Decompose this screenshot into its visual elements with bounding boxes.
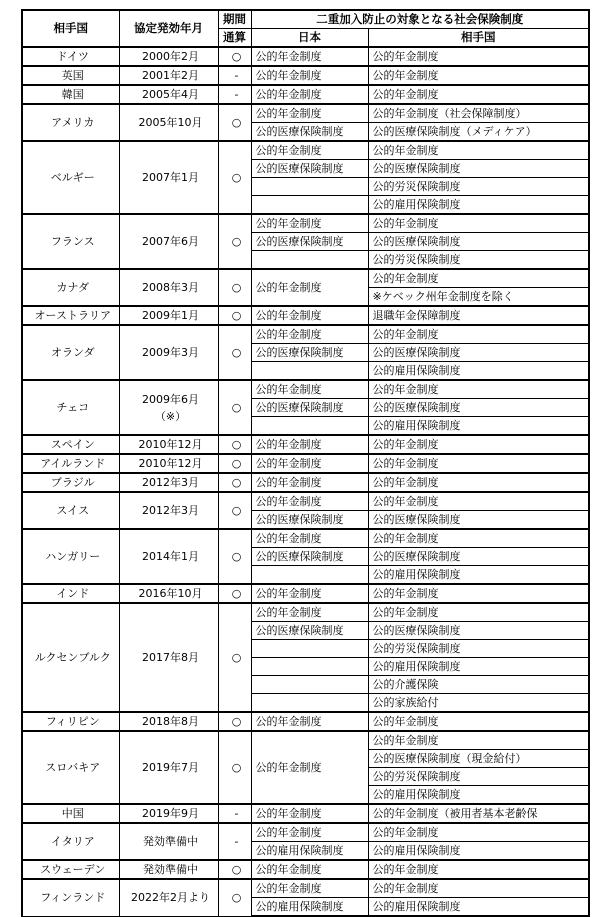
japan-scheme-cell — [251, 658, 368, 676]
table-row — [22, 823, 589, 842]
japan-scheme-cell: 公的雇用保険制度 — [251, 898, 368, 917]
effective-date-text: 2019年9月 — [142, 807, 199, 820]
partner-scheme-cell: ※ケベック州年金制度を除く — [368, 288, 589, 307]
japan-scheme-cell: 公的年金制度 — [251, 584, 368, 603]
period-totalization-cell: ○ — [218, 603, 251, 712]
effective-date-cell — [119, 306, 218, 325]
effective-date-text: 2014年1月 — [142, 550, 199, 563]
partner-scheme-cell: 公的医療保険制度 — [368, 344, 589, 362]
effective-date-cell — [119, 584, 218, 603]
japan-scheme-cell: 公的医療保険制度 — [251, 160, 368, 178]
country-cell: フィンランド — [22, 879, 119, 916]
partner-scheme-cell: 公的年金制度 — [368, 380, 589, 399]
table-row — [22, 435, 589, 454]
country-cell: チェコ — [22, 380, 119, 435]
country-cell: フィリピン — [22, 712, 119, 731]
partner-scheme-cell: 公的医療保険制度（現金給付） — [368, 750, 589, 768]
japan-scheme-cell: 公的年金制度 — [251, 603, 368, 622]
effective-date-cell — [119, 473, 218, 492]
effective-date-cell — [119, 104, 218, 141]
table-row — [22, 492, 589, 511]
partner-scheme-cell: 公的医療保険制度（メディケア） — [368, 123, 589, 142]
effective-date-cell — [119, 325, 218, 380]
country-cell: インド — [22, 584, 119, 603]
table-row — [22, 141, 589, 160]
period-totalization-cell: ○ — [218, 435, 251, 454]
japan-scheme-cell: 公的年金制度 — [251, 380, 368, 399]
period-totalization-cell: ○ — [218, 325, 251, 380]
partner-scheme-cell: 公的雇用保険制度 — [368, 898, 589, 917]
partner-scheme-cell: 公的医療保険制度 — [368, 511, 589, 530]
header-period-totalization: 通算 — [218, 29, 251, 48]
effective-date-text: 2012年3月 — [142, 504, 199, 517]
partner-scheme-cell: 公的雇用保険制度 — [368, 658, 589, 676]
japan-scheme-cell: 公的年金制度 — [251, 214, 368, 233]
header-partner: 相手国 — [368, 29, 589, 48]
table-row — [22, 66, 589, 85]
effective-date-cell — [119, 141, 218, 214]
partner-scheme-cell: 公的年金制度 — [368, 269, 589, 288]
effective-date-cell — [119, 804, 218, 823]
japan-scheme-cell: 公的医療保険制度 — [251, 233, 368, 251]
country-cell: ドイツ — [22, 47, 119, 66]
table-row — [22, 85, 589, 104]
period-totalization-cell: ○ — [218, 214, 251, 269]
partner-scheme-cell: 公的年金制度 — [368, 47, 589, 66]
table-row — [22, 879, 589, 898]
header-row-1 — [22, 10, 589, 29]
table-row — [22, 529, 589, 548]
period-totalization-cell: ○ — [218, 584, 251, 603]
japan-scheme-cell: 公的年金制度 — [251, 306, 368, 325]
table-body — [22, 47, 589, 916]
table-row — [22, 306, 589, 325]
partner-scheme-cell: 公的労災保険制度 — [368, 251, 589, 270]
japan-scheme-cell: 公的年金制度 — [251, 269, 368, 306]
period-totalization-cell: ○ — [218, 104, 251, 141]
period-totalization-cell: - — [218, 823, 251, 860]
period-totalization-cell: - — [218, 804, 251, 823]
table-row — [22, 860, 589, 879]
effective-date-text: 2007年1月 — [142, 171, 199, 184]
effective-date-cell — [119, 47, 218, 66]
japan-scheme-cell: 公的医療保険制度 — [251, 548, 368, 566]
japan-scheme-cell: 公的年金制度 — [251, 473, 368, 492]
japan-scheme-cell: 公的年金制度 — [251, 860, 368, 879]
japan-scheme-cell: 公的年金制度 — [251, 731, 368, 804]
japan-scheme-cell — [251, 178, 368, 196]
country-cell: 英国 — [22, 66, 119, 85]
country-cell: 中国 — [22, 804, 119, 823]
effective-date-text: 2017年8月 — [142, 651, 199, 664]
partner-scheme-cell: 公的年金制度 — [368, 879, 589, 898]
effective-date-cell — [119, 879, 218, 916]
effective-date-text: 2022年2月より — [131, 891, 210, 905]
japan-scheme-cell: 公的年金制度 — [251, 529, 368, 548]
period-totalization-cell: ○ — [218, 47, 251, 66]
table-row — [22, 804, 589, 823]
effective-date-text: 2018年8月 — [142, 715, 199, 728]
table-row — [22, 712, 589, 731]
partner-scheme-cell: 公的年金制度（被用者基本老齢保 — [368, 804, 589, 823]
table-row — [22, 473, 589, 492]
effective-date-text: 2019年7月 — [142, 761, 199, 774]
table-row — [22, 584, 589, 603]
country-cell: カナダ — [22, 269, 119, 306]
period-totalization-cell: ○ — [218, 454, 251, 473]
effective-date-cell — [119, 529, 218, 584]
header-period: 期間 — [218, 10, 251, 29]
partner-scheme-cell: 公的年金制度 — [368, 454, 589, 473]
effective-date-text: 発効準備中 — [143, 835, 198, 848]
table-row — [22, 454, 589, 473]
japan-scheme-cell: 公的医療保険制度 — [251, 123, 368, 142]
country-cell: ルクセンブルク — [22, 603, 119, 712]
japan-scheme-cell: 公的医療保険制度 — [251, 399, 368, 417]
japan-scheme-cell: 公的年金制度 — [251, 435, 368, 454]
partner-scheme-cell: 公的家族給付 — [368, 694, 589, 713]
japan-scheme-cell: 公的年金制度 — [251, 804, 368, 823]
table-row — [22, 380, 589, 399]
japan-scheme-cell — [251, 251, 368, 270]
partner-scheme-cell: 退職年金保障制度 — [368, 306, 589, 325]
partner-scheme-cell: 公的医療保険制度 — [368, 399, 589, 417]
partner-scheme-cell: 公的医療保険制度 — [368, 548, 589, 566]
country-cell: スウェーデン — [22, 860, 119, 879]
japan-scheme-cell: 公的雇用保険制度 — [251, 842, 368, 861]
effective-date-cell — [119, 454, 218, 473]
partner-scheme-cell: 公的医療保険制度 — [368, 622, 589, 640]
partner-scheme-cell: 公的年金制度 — [368, 66, 589, 85]
period-totalization-cell: ○ — [218, 269, 251, 306]
country-cell: アメリカ — [22, 104, 119, 141]
effective-date-text: 発効準備中 — [143, 863, 198, 876]
country-cell: 韓国 — [22, 85, 119, 104]
country-cell: スペイン — [22, 435, 119, 454]
effective-date-cell — [119, 85, 218, 104]
partner-scheme-cell: 公的年金制度 — [368, 584, 589, 603]
effective-date-cell — [119, 269, 218, 306]
period-totalization-cell: ○ — [218, 879, 251, 916]
period-totalization-cell: ○ — [218, 141, 251, 214]
partner-scheme-cell: 公的年金制度 — [368, 214, 589, 233]
partner-scheme-cell: 公的年金制度 — [368, 85, 589, 104]
partner-scheme-cell: 公的年金制度 — [368, 325, 589, 344]
japan-scheme-cell: 公的年金制度 — [251, 104, 368, 123]
partner-scheme-cell: 公的年金制度 — [368, 712, 589, 731]
partner-scheme-cell: 公的年金制度 — [368, 603, 589, 622]
japan-scheme-cell: 公的年金制度 — [251, 454, 368, 473]
table-row — [22, 47, 589, 66]
country-cell: ブラジル — [22, 473, 119, 492]
partner-scheme-cell: 公的労災保険制度 — [368, 640, 589, 658]
japan-scheme-cell: 公的年金制度 — [251, 141, 368, 160]
partner-scheme-cell: 公的年金制度 — [368, 435, 589, 454]
effective-date-cell — [119, 860, 218, 879]
effective-date-cell — [119, 66, 218, 85]
japan-scheme-cell: 公的年金制度 — [251, 325, 368, 344]
japan-scheme-cell — [251, 640, 368, 658]
japan-scheme-cell — [251, 196, 368, 215]
partner-scheme-cell: 公的年金制度（社会保障制度） — [368, 104, 589, 123]
effective-date-text: 2012年3月 — [142, 476, 199, 489]
country-cell: スイス — [22, 492, 119, 529]
effective-date-cell — [119, 214, 218, 269]
effective-date-text: 2016年10月 — [138, 587, 203, 600]
effective-date-text: 2010年12月 — [138, 438, 203, 451]
japan-scheme-cell — [251, 676, 368, 694]
partner-scheme-cell: 公的医療保険制度 — [368, 233, 589, 251]
effective-date-text: 2005年4月 — [142, 88, 199, 101]
country-cell: オランダ — [22, 325, 119, 380]
partner-scheme-cell: 公的労災保険制度 — [368, 768, 589, 786]
partner-scheme-cell: 公的年金制度 — [368, 731, 589, 750]
effective-date-cell — [119, 603, 218, 712]
effective-date-cell — [119, 380, 218, 435]
period-totalization-cell: - — [218, 85, 251, 104]
partner-scheme-cell: 公的年金制度 — [368, 823, 589, 842]
effective-date-cell — [119, 435, 218, 454]
country-cell: ハンガリー — [22, 529, 119, 584]
country-cell: イタリア — [22, 823, 119, 860]
period-totalization-cell: ○ — [218, 306, 251, 325]
effective-date-text: 2009年1月 — [142, 309, 199, 322]
effective-date-cell — [119, 731, 218, 804]
period-totalization-cell: ○ — [218, 860, 251, 879]
partner-scheme-cell: 公的年金制度 — [368, 529, 589, 548]
period-totalization-cell: ○ — [218, 492, 251, 529]
partner-scheme-cell: 公的年金制度 — [368, 141, 589, 160]
table-row — [22, 731, 589, 750]
japan-scheme-cell — [251, 362, 368, 381]
japan-scheme-cell: 公的医療保険制度 — [251, 511, 368, 530]
effective-date-note: （※） — [154, 409, 187, 423]
effective-date-text: 2001年2月 — [142, 69, 199, 82]
country-cell: フランス — [22, 214, 119, 269]
effective-date-text: 2008年3月 — [142, 281, 199, 294]
japan-scheme-cell: 公的年金制度 — [251, 66, 368, 85]
table-row — [22, 269, 589, 288]
effective-date-text: 2009年6月 — [142, 392, 199, 406]
partner-scheme-cell: 公的雇用保険制度 — [368, 417, 589, 436]
partner-scheme-cell: 公的雇用保険制度 — [368, 566, 589, 585]
header-insurance-scope: 二重加入防止の対象となる社会保険制度 — [251, 10, 589, 29]
japan-scheme-cell — [251, 694, 368, 713]
table-row — [22, 214, 589, 233]
effective-date-text: 2007年6月 — [142, 235, 199, 248]
partner-scheme-cell: 公的医療保険制度 — [368, 160, 589, 178]
header-effective-date: 協定発効年月 — [119, 10, 218, 47]
partner-scheme-cell: 公的年金制度 — [368, 473, 589, 492]
japan-scheme-cell: 公的年金制度 — [251, 492, 368, 511]
effective-date-text: 2010年12月 — [138, 457, 203, 470]
partner-scheme-cell: 公的雇用保険制度 — [368, 196, 589, 215]
partner-scheme-cell: 公的年金制度 — [368, 492, 589, 511]
header-country: 相手国 — [22, 10, 119, 47]
japan-scheme-cell — [251, 566, 368, 585]
period-totalization-cell: ○ — [218, 529, 251, 584]
period-totalization-cell: ○ — [218, 380, 251, 435]
partner-scheme-cell: 公的雇用保険制度 — [368, 362, 589, 381]
effective-date-cell — [119, 712, 218, 731]
table-row — [22, 603, 589, 622]
effective-date-text: 2005年10月 — [138, 116, 203, 129]
japan-scheme-cell: 公的年金制度 — [251, 879, 368, 898]
social-security-agreements-table — [21, 9, 590, 917]
country-cell: スロバキア — [22, 731, 119, 804]
japan-scheme-cell: 公的年金制度 — [251, 47, 368, 66]
partner-scheme-cell: 公的労災保険制度 — [368, 178, 589, 196]
japan-scheme-cell: 公的年金制度 — [251, 85, 368, 104]
effective-date-text: 2000年2月 — [142, 50, 199, 63]
country-cell: オーストラリア — [22, 306, 119, 325]
period-totalization-cell: ○ — [218, 731, 251, 804]
effective-date-cell — [119, 823, 218, 860]
japan-scheme-cell: 公的医療保険制度 — [251, 344, 368, 362]
japan-scheme-cell — [251, 417, 368, 436]
japan-scheme-cell: 公的年金制度 — [251, 823, 368, 842]
japan-scheme-cell: 公的医療保険制度 — [251, 622, 368, 640]
partner-scheme-cell: 公的年金制度 — [368, 860, 589, 879]
header-japan: 日本 — [251, 29, 368, 48]
period-totalization-cell: ○ — [218, 473, 251, 492]
partner-scheme-cell: 公的雇用保険制度 — [368, 842, 589, 861]
period-totalization-cell: - — [218, 66, 251, 85]
country-cell: ベルギー — [22, 141, 119, 214]
country-cell: アイルランド — [22, 454, 119, 473]
effective-date-text: 2009年3月 — [142, 346, 199, 359]
table-row — [22, 104, 589, 123]
period-totalization-cell: ○ — [218, 712, 251, 731]
partner-scheme-cell: 公的介護保険 — [368, 676, 589, 694]
japan-scheme-cell: 公的年金制度 — [251, 712, 368, 731]
partner-scheme-cell: 公的雇用保険制度 — [368, 786, 589, 805]
effective-date-cell — [119, 492, 218, 529]
table-row — [22, 325, 589, 344]
